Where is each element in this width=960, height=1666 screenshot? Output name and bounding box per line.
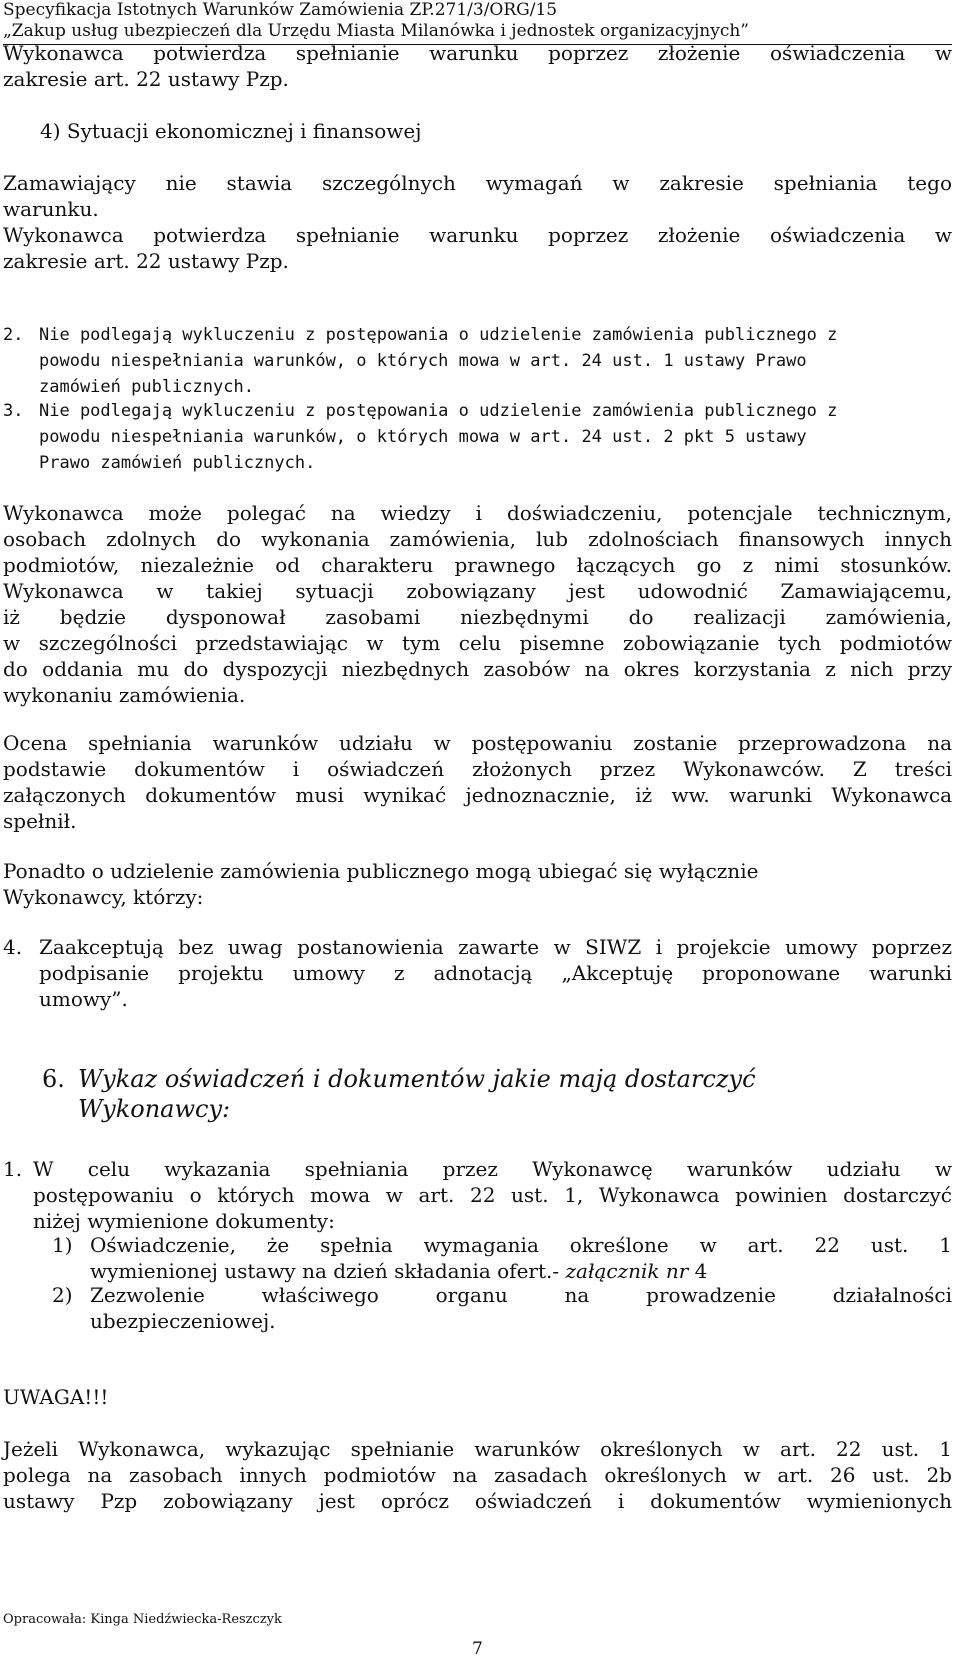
text-line: W celu wykazania spełniania przez Wykonawcę warunków udziału w <box>33 1157 952 1181</box>
text-line: niżej wymienione dokumenty: <box>33 1209 335 1233</box>
paragraph-additional <box>3 858 952 910</box>
section-title-line: Wykaz oświadczeń i dokumentów jakie mają dostarczyć <box>78 1065 756 1093</box>
paragraph-confirmation-1 <box>3 40 952 92</box>
text-line: Zamawiający nie stawia szczególnych wymagań w zakresie spełniania tego <box>3 171 952 195</box>
text-line: Ponadto o udzielenie zamówienia publicznego mogą ubiegać się wyłącznie <box>3 859 759 883</box>
text-line: podmiotów, niezależnie od charakteru prawnego łączących go z nimi stosunków. <box>3 553 952 577</box>
text-line: powodu niespełniania warunków, o których mowa w art. 24 ust. 2 pkt 5 ustawy <box>39 427 807 447</box>
text-line: w szczególności przedstawiając w tym celu pisemne zobowiązanie tych podmiotów <box>3 631 952 655</box>
text-line: Wykonawca potwierdza spełnianie warunku poprzez złożenie oświadczenia w <box>3 223 952 247</box>
warning-label: UWAGA!!! <box>3 1385 109 1409</box>
header-subtitle: „Zakup usług ubezpieczeń dla Urzędu Miasta Milanówka i jednostek organizacyjnych” <box>3 21 749 41</box>
list-number: 2. <box>3 325 24 345</box>
paragraph-reliance <box>3 500 952 708</box>
list-item-4 <box>3 934 952 1012</box>
paragraph-final <box>3 1436 952 1514</box>
section-6-item-1 <box>3 1156 952 1234</box>
text-line: ubezpieczeniowej. <box>90 1309 276 1333</box>
text-line: umowy”. <box>39 987 128 1011</box>
attachment-reference: załącznik nr <box>565 1259 689 1283</box>
text-line: postępowaniu o których mowa w art. 22 ust. 1, Wykonawca powinien dostarczyć <box>33 1183 952 1207</box>
text-line: Oświadczenie, że spełnia wymagania określone w art. 22 ust. 1 <box>90 1233 952 1257</box>
text-line: Jeżeli Wykonawca, wykazując spełnianie warunków określonych w art. 22 ust. 1 <box>3 1437 952 1461</box>
text-line: wykonaniu zamówienia. <box>3 683 246 707</box>
text-line: zakresie art. 22 ustawy Pzp. <box>3 67 289 91</box>
list-item-3 <box>3 398 952 476</box>
text-line: Zaakceptują bez uwag postanowienia zawarte w SIWZ i projekcie umowy poprzez <box>39 935 952 959</box>
list-number: 1. <box>3 1157 23 1181</box>
sub-item-2 <box>52 1282 952 1334</box>
sub-number: 1) <box>52 1233 73 1257</box>
text-line: polega na zasobach innych podmiotów na zasadach określonych w art. 26 ust. 2b <box>3 1463 952 1487</box>
text-line: Nie podlegają wykluczeniu z postępowania o udzielenie zamówienia publicznego z <box>39 401 838 421</box>
text-line: podstawie dokumentów i oświadczeń złożonych przez Wykonawców. Z treści <box>3 757 952 781</box>
item-4-heading: 4) Sytuacji ekonomicznej i finansowej <box>40 119 422 143</box>
text-line: ustawy Pzp zobowiązany jest oprócz oświadczeń i dokumentów wymienionych <box>3 1489 952 1513</box>
sub-item-1 <box>52 1232 952 1284</box>
attachment-number: 4 <box>694 1259 708 1283</box>
text-line: załączonych dokumentów musi wynikać jednoznacznie, iż ww. warunki Wykonawca <box>3 783 952 807</box>
text-line: Wykonawcy, którzy: <box>3 885 204 909</box>
header-title: Specyfikacja Istotnych Warunków Zamówienia ZP.271/3/ORG/15 <box>3 0 558 20</box>
list-number: 3. <box>3 401 24 421</box>
text-line: podpisanie projektu umowy z adnotacją „Akceptuję proponowane warunki <box>39 961 952 985</box>
list-item-2 <box>3 322 952 400</box>
text-line: Nie podlegają wykluczeniu z postępowania o udzielenie zamówienia publicznego z <box>39 325 838 345</box>
section-number: 6. <box>42 1065 65 1093</box>
page-number: 7 <box>472 1639 483 1659</box>
text-line: spełnił. <box>3 809 77 833</box>
text-line: Ocena spełniania warunków udziału w postępowaniu zostanie przeprowadzona na <box>3 731 952 755</box>
paragraph-economic <box>3 170 952 274</box>
sub-number: 2) <box>52 1283 73 1307</box>
text-line: Wykonawca w takiej sytuacji zobowiązany jest udowodnić Zamawiającemu, <box>3 579 952 603</box>
text-line: osobach zdolnych do wykonania zamówienia, lub zdolnościach finansowych innych <box>3 527 952 551</box>
text-line: Wykonawca potwierdza spełnianie warunku poprzez złożenie oświadczenia w <box>3 41 952 65</box>
text-line: Zezwolenie właściwego organu na prowadzenie działalności <box>90 1283 952 1307</box>
footer-author: Opracowała: Kinga Niedźwiecka-Reszczyk <box>3 1612 282 1627</box>
text-line: Wykonawca może polegać na wiedzy i doświadczeniu, potencjale technicznym, <box>3 501 952 525</box>
text-line: Prawo zamówień publicznych. <box>39 453 316 473</box>
section-title-line: Wykonawcy: <box>78 1095 231 1123</box>
text-line: do oddania mu do dyspozycji niezbędnych zasobów na okres korzystania z nich przy <box>3 657 952 681</box>
page-header <box>3 0 952 42</box>
text-line: warunku. <box>3 197 99 221</box>
section-6-heading <box>42 1064 756 1124</box>
list-number: 4. <box>3 935 23 959</box>
text-fragment: wymienionej ustawy na dzień składania ofert.- <box>90 1259 560 1283</box>
text-line: powodu niespełniania warunków, o których mowa w art. 24 ust. 1 ustawy Prawo <box>39 351 807 371</box>
text-line: zamówień publicznych. <box>39 377 254 397</box>
text-line <box>90 1258 952 1284</box>
text-line: iż będzie dysponował zasobami niezbędnymi do realizacji zamówienia, <box>3 605 952 629</box>
text-line: zakresie art. 22 ustawy Pzp. <box>3 249 289 273</box>
paragraph-assessment <box>3 730 952 834</box>
